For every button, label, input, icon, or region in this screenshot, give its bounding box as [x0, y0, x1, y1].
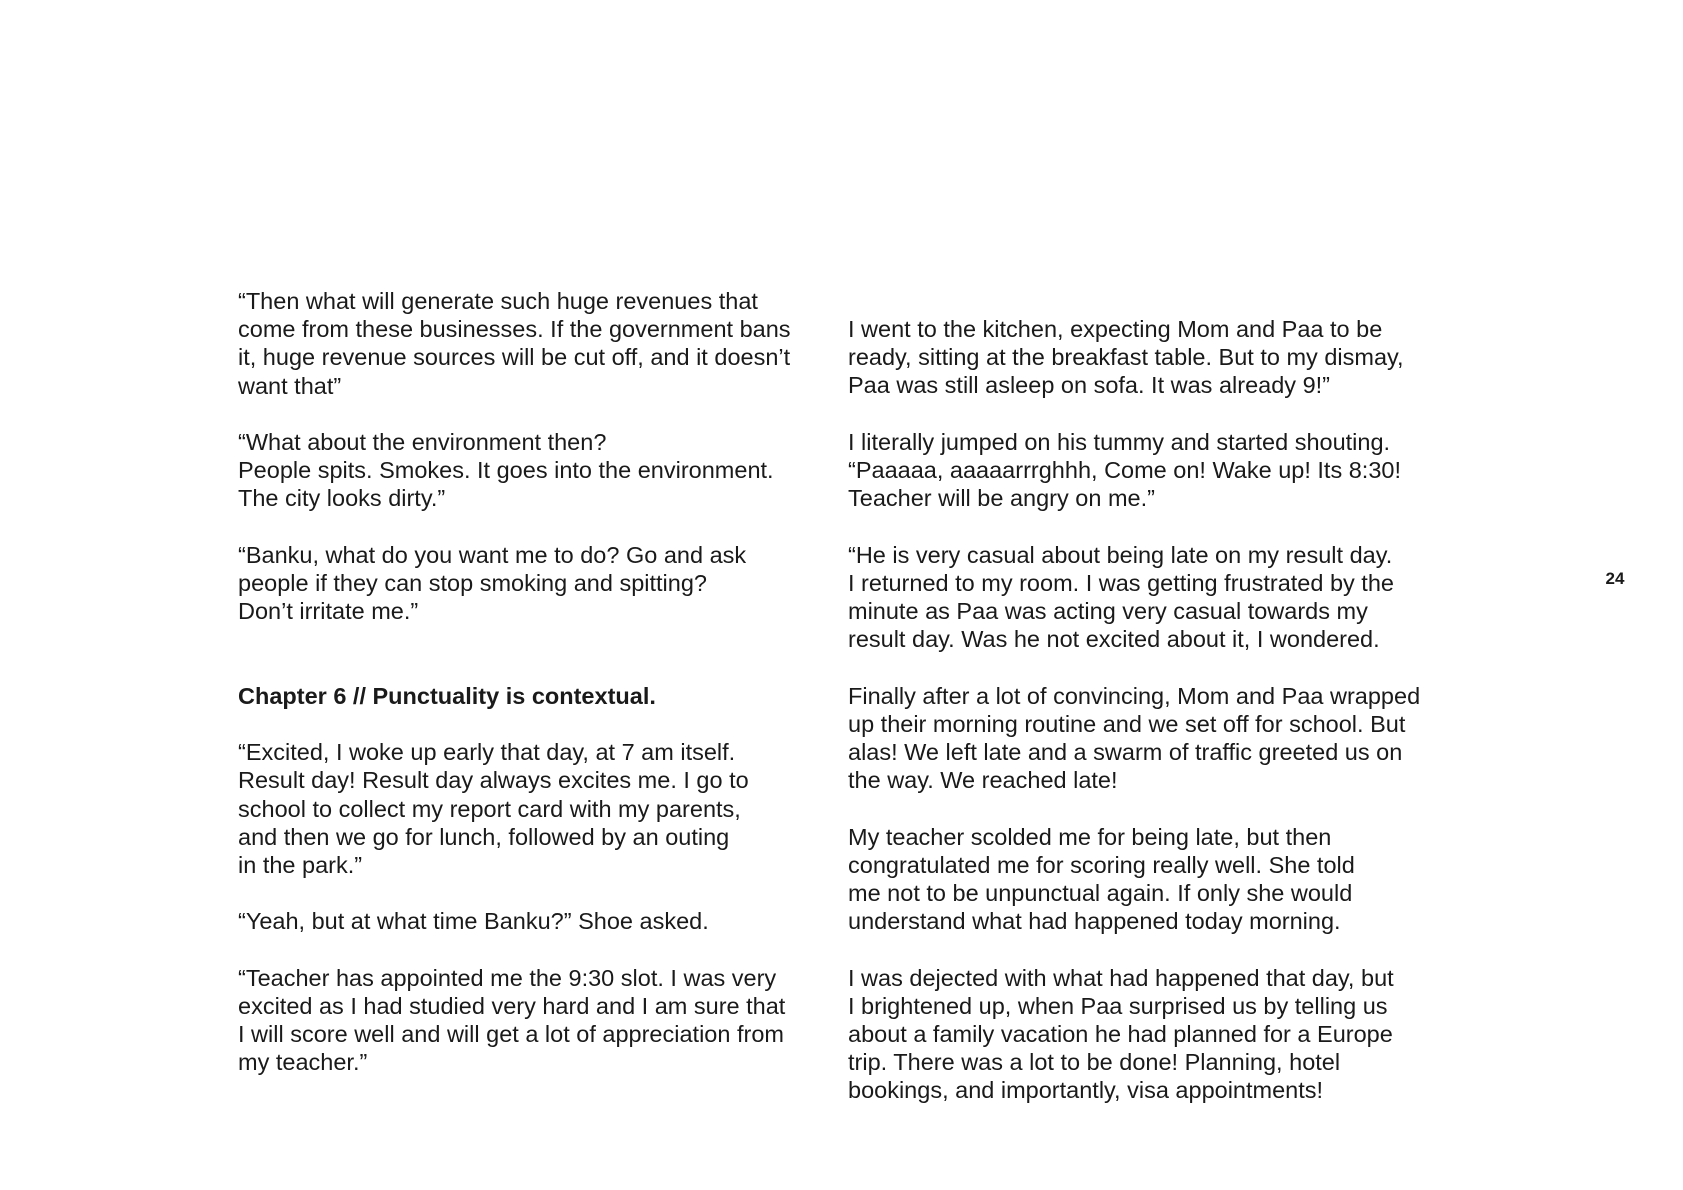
paragraph-kitchen: I went to the kitchen, expecting Mom and Paa to be ready, sitting at the breakfast table. But to my dismay, Paa was still asleep on sofa. It was already 9!”: [848, 316, 1404, 399]
paragraph-jumped: I literally jumped on his tummy and started shouting. “Paaaaa, aaaaarrrghhh, Come on! Wake up! Its 8:30! Teacher will be angry on me.”: [848, 428, 1402, 512]
paragraph-revenues: “Then what will generate such huge revenues that come from these businesses. If the government bans it, huge revenue sources will be cut off, and it doesn’t want that”: [238, 288, 791, 399]
paragraph-banku-reply: “Banku, what do you want me to do? Go and ask people if they can stop smoking and spitting? Don’t irritate me.”: [238, 541, 747, 625]
paragraph-casual: “He is very casual about being late on my result day. I returned to my room. I was getting frustrated by the minute as Paa was acting very casual towards my result day. Was he not excited about it, I wondered.: [848, 541, 1394, 653]
paragraph-set-off: Finally after a lot of convincing, Mom and Paa wrapped up their morning routine and we set off for school. But alas! We left late and a swarm of traffic greeted us on the way. We reached late!: [848, 682, 1421, 794]
right-text-column: [848, 315, 1448, 1105]
paragraph-vacation: I was dejected with what had happened that day, but I brightened up, when Paa surprised us by telling us about a family vacation he had planned for a Europe trip. There was a lot to be done! Planning, hotel bookings, and importantly, visa appointments!: [848, 964, 1394, 1104]
page-number: 24: [1605, 569, 1625, 588]
left-text-column: [238, 287, 838, 1077]
paragraph-result-day: “Excited, I woke up early that day, at 7 am itself. Result day! Result day always excites me. I go to school to collect my report card with my parents, and then we go for lunch, followed by an outing in the park.”: [238, 739, 749, 878]
paragraph-teacher-scolded: My teacher scolded me for being late, but then congratulated me for scoring really well. She told me not to be unpunctual again. If only she would understand what had happened today morning.: [848, 823, 1355, 935]
paragraph-environment: “What about the environment then? People spits. Smokes. It goes into the environment. The city looks dirty.”: [238, 429, 774, 512]
chapter-heading: Chapter 6 // Punctuality is contextual.: [238, 682, 656, 709]
paragraph-appointment: “Teacher has appointed me the 9:30 slot. I was very excited as I had studied very hard and I am sure that I will score well and will get a lot of appreciation from my teacher.”: [238, 964, 786, 1076]
paragraph-shoe-asked: “Yeah, but at what time Banku?” Shoe asked.: [238, 908, 709, 935]
